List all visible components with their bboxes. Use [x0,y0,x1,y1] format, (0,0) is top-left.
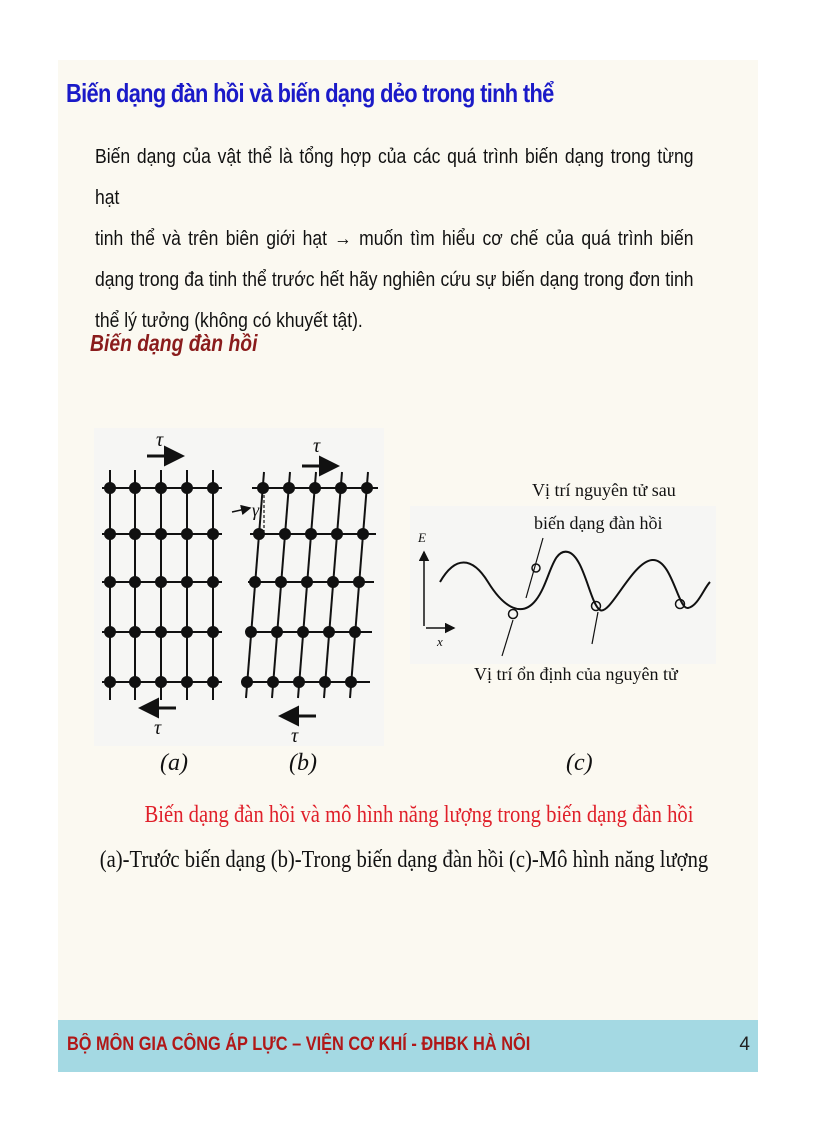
paragraph-line-1: Biến dạng của vật thể là tổng hợp của các quá trình biến dạng trong từng hạt [95,145,694,209]
axis-e-label: E [418,530,426,545]
annotation-stable: Vị trí ổn định của nguyên tử [474,664,678,684]
section-subtitle: Biến dạng đàn hồi [90,330,258,356]
gamma-label: γ [252,500,260,520]
annotation-after-line-2: biến dạng đàn hồi [534,513,663,533]
tau-label-b-bottom: τ [291,725,299,747]
slide-title: Biến dạng đàn hồi và biến dạng dẻo trong tinh thể [66,78,554,108]
figure-caption-title: Biến dạng đàn hồi và mô hình năng lượng trong biến dạng đàn hồi [144,802,694,828]
tau-label-b-top: τ [313,435,321,457]
figure-caption-detail: (a)-Trước biến dạng (b)-Trong biến dạng đàn hồi (c)-Mô hình năng lượng [99,847,709,873]
paragraph-line-4: thể lý tưởng (không có khuyết tật). [95,309,363,332]
panel-c-label: (c) [566,750,593,776]
paragraph-line-3: dạng trong đa tinh thể trước hết hãy nghiên cứu sự biến dạng trong đơn tinh [95,268,694,291]
panel-a-label: (a) [160,750,188,776]
paragraph-line-2: tinh thể và trên biên giới hạt → muốn tìm hiểu cơ chế của quá trình biến [95,227,694,250]
panel-b-label: (b) [289,750,317,776]
page-number: 4 [739,1034,750,1055]
footer-bar [58,1020,758,1072]
annotation-after-line-1: Vị trí nguyên tử sau [532,480,676,500]
tau-label-a-top: τ [156,429,164,451]
tau-label-a-bottom: τ [154,717,162,739]
axis-x-label: x [437,634,443,649]
footer-department: BỘ MÔN GIA CÔNG ÁP LỰC – VIỆN CƠ KHÍ - ĐHBK HÀ NÔI [67,1034,531,1055]
